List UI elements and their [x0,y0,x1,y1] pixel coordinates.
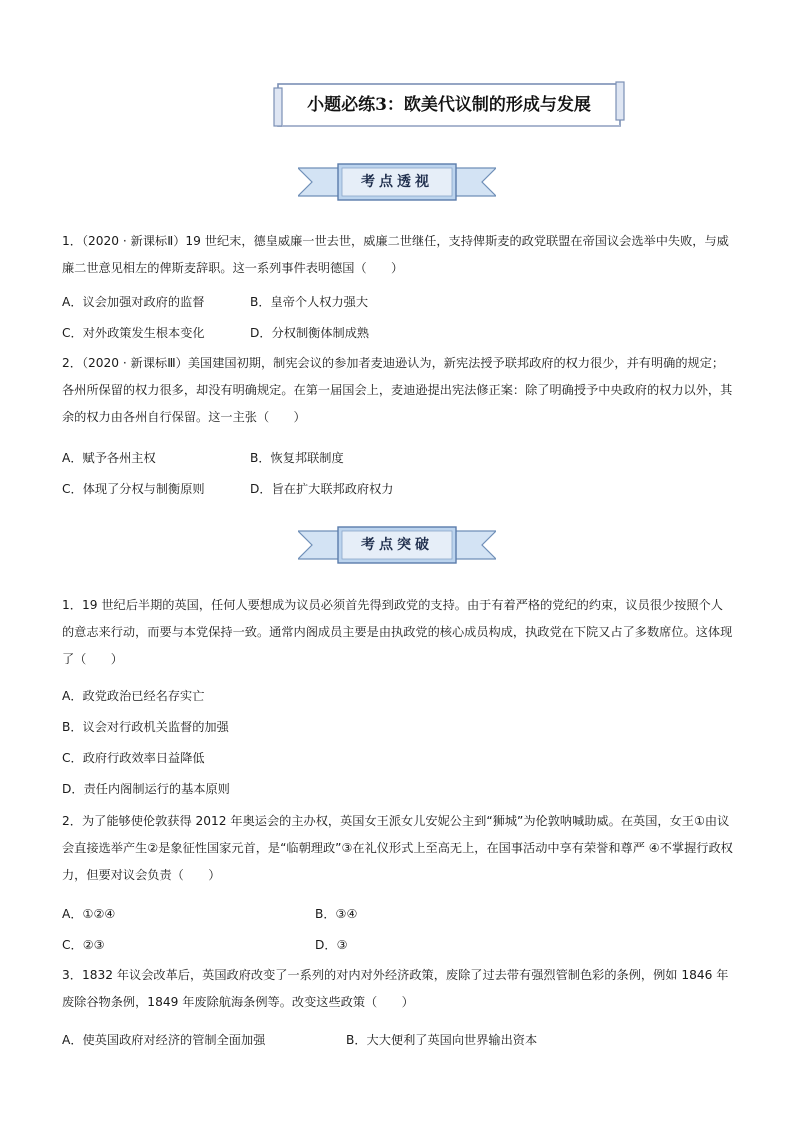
section-banner-1 [298,163,496,201]
option-a: A．赋予各州主权 [62,451,156,465]
option-b: B．大大便利了英国向世界输出资本 [346,1033,538,1047]
question-text: 2．（2020 · 新课标Ⅲ）美国建国初期，制宪会议的参加者麦迪逊认为，新宪法授予联邦政府的权力很少，并有明确的规定；各州所保留的权力很多，却没有明确规定。在第一届国会上，麦迪逊提出宪法修正案：除了明确授予中央政府的权力以外，其余的权力由各州自行保留。这一主张（ ） [62,356,733,424]
option-b: B．恢复邦联制度 [250,451,344,465]
option-d: D．分权制衡体制成熟 [250,326,370,340]
option-d: D．旨在扩大联邦政府权力 [250,482,394,496]
option-b: B．③④ [315,907,358,921]
question-text: 3．1832 年议会改革后，英国政府改变了一系列的对内对外经济政策，废除了过去带有强烈管制色彩的条例，例如 1846 年废除谷物条例，1849 年废除航海条例等。改变这些政策（ ） [62,968,729,1009]
question-text: 2．为了能够使伦敦获得 2012 年奥运会的主办权，英国女王派女儿安妮公主到“狮城”为伦敦呐喊助威。在英国，女王①由议会直接选举产生②是象征性国家元首，是“临朝理政”③在礼仪形式上至高无上，在国事活动中享有荣誉和尊严 ④不掌握行政权力，但要对议会负责（ ） [62,814,733,882]
question-text: 1．（2020 · 新课标Ⅱ）19 世纪末，德皇威廉一世去世，威廉二世继任，支持俾斯麦的政党联盟在帝国议会选举中失败，与威廉二世意见相左的俾斯麦辞职。这一系列事件表明德国（ ） [62,234,729,275]
option-c: C．对外政策发生根本变化 [62,326,205,340]
option-a: A．①②④ [62,907,116,921]
section-label: 考点透视 [361,174,433,190]
option-a: A．使英国政府对经济的管制全面加强 [62,1033,266,1047]
option-b: B．议会对行政机关监督的加强 [62,720,229,734]
option-c: C．②③ [62,938,105,952]
option-d: D．③ [315,938,348,952]
section-banner-2 [298,526,496,564]
question-text: 1．19 世纪后半期的英国，任何人要想成为议员必须首先得到政党的支持。由于有着严格的党纪的约束，议员很少按照个人的意志来行动，而要与本党保持一致。通常内阁成员主要是由执政党的核心成员构成，执政党在下院又占了多数席位。这体现了（ ） [62,598,733,666]
section-label: 考点突破 [361,537,433,553]
option-b: B．皇帝个人权力强大 [250,295,369,309]
option-d: D．责任内阁制运行的基本原则 [62,782,230,796]
option-a: A．政党政治已经名存实亡 [62,689,205,703]
title-scroll [272,80,626,130]
option-c: C．体现了分权与制衡原则 [62,482,205,496]
page-title: 小题必练3：欧美代议制的形成与发展 [307,95,591,115]
option-c: C．政府行政效率日益降低 [62,751,205,765]
option-a: A．议会加强对政府的监督 [62,295,205,309]
